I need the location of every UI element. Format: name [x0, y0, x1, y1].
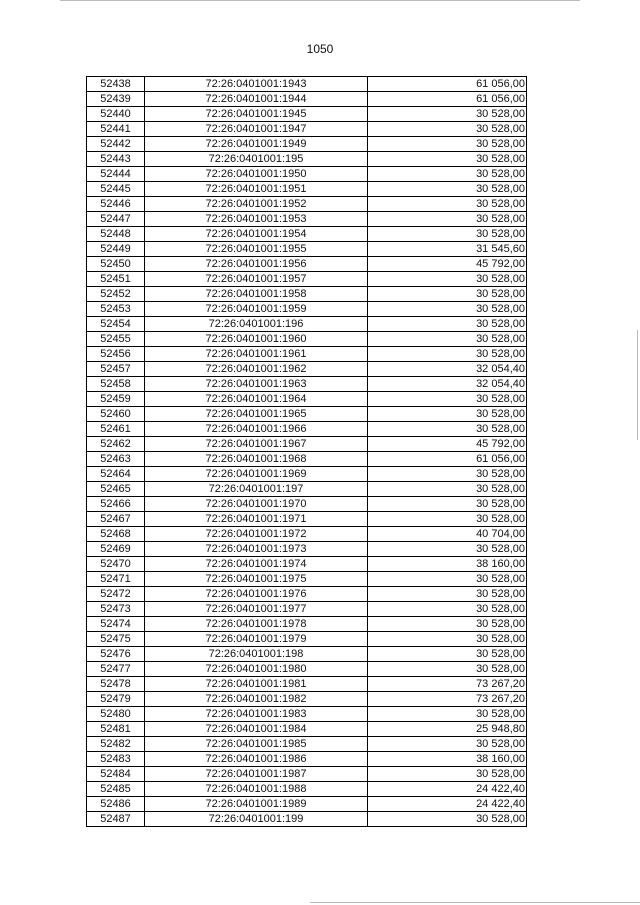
- table-row: [87, 392, 527, 407]
- amount-cell: 45 792,00: [368, 257, 527, 272]
- table-row: [87, 737, 527, 752]
- amount-cell: 45 792,00: [368, 437, 527, 452]
- cadastral-number-cell: 72:26:0401001:1971: [145, 512, 368, 527]
- table-row: [87, 227, 527, 242]
- row-number-cell: 52439: [87, 92, 145, 107]
- cadastral-number-cell: 72:26:0401001:1957: [145, 272, 368, 287]
- cadastral-number-cell: 72:26:0401001:1978: [145, 617, 368, 632]
- table-row: [87, 602, 527, 617]
- table-row: [87, 692, 527, 707]
- amount-cell: 24 422,40: [368, 797, 527, 812]
- row-number-cell: 52461: [87, 422, 145, 437]
- cadastral-number-cell: 72:26:0401001:1969: [145, 467, 368, 482]
- cadastral-number-cell: 72:26:0401001:195: [145, 152, 368, 167]
- table-row: [87, 512, 527, 527]
- amount-cell: 30 528,00: [368, 137, 527, 152]
- amount-cell: 30 528,00: [368, 632, 527, 647]
- amount-cell: 73 267,20: [368, 692, 527, 707]
- table-row: [87, 587, 527, 602]
- amount-cell: 30 528,00: [368, 317, 527, 332]
- amount-cell: 30 528,00: [368, 767, 527, 782]
- row-number-cell: 52487: [87, 812, 145, 827]
- cadastral-number-cell: 72:26:0401001:1970: [145, 497, 368, 512]
- amount-cell: 61 056,00: [368, 92, 527, 107]
- table-row: [87, 272, 527, 287]
- table-row: [87, 257, 527, 272]
- amount-cell: 30 528,00: [368, 587, 527, 602]
- registry-table: [86, 76, 527, 827]
- row-number-cell: 52459: [87, 392, 145, 407]
- row-number-cell: 52470: [87, 557, 145, 572]
- row-number-cell: 52442: [87, 137, 145, 152]
- row-number-cell: 52469: [87, 542, 145, 557]
- cadastral-number-cell: 72:26:0401001:1989: [145, 797, 368, 812]
- row-number-cell: 52476: [87, 647, 145, 662]
- table-row: [87, 332, 527, 347]
- table-row: [87, 317, 527, 332]
- cadastral-number-cell: 72:26:0401001:1984: [145, 722, 368, 737]
- amount-cell: 30 528,00: [368, 737, 527, 752]
- row-number-cell: 52460: [87, 407, 145, 422]
- row-number-cell: 52446: [87, 197, 145, 212]
- amount-cell: 30 528,00: [368, 512, 527, 527]
- row-number-cell: 52438: [87, 77, 145, 92]
- amount-cell: 30 528,00: [368, 467, 527, 482]
- table-row: [87, 287, 527, 302]
- amount-cell: 30 528,00: [368, 422, 527, 437]
- row-number-cell: 52451: [87, 272, 145, 287]
- cadastral-number-cell: 72:26:0401001:1975: [145, 572, 368, 587]
- scan-edge-top: [60, 0, 580, 1]
- cadastral-number-cell: 72:26:0401001:1987: [145, 767, 368, 782]
- row-number-cell: 52444: [87, 167, 145, 182]
- cadastral-number-cell: 72:26:0401001:1945: [145, 107, 368, 122]
- cadastral-number-cell: 72:26:0401001:1947: [145, 122, 368, 137]
- row-number-cell: 52457: [87, 362, 145, 377]
- amount-cell: 30 528,00: [368, 287, 527, 302]
- row-number-cell: 52441: [87, 122, 145, 137]
- cadastral-number-cell: 72:26:0401001:1988: [145, 782, 368, 797]
- table-row: [87, 572, 527, 587]
- amount-cell: 30 528,00: [368, 152, 527, 167]
- row-number-cell: 52475: [87, 632, 145, 647]
- row-number-cell: 52473: [87, 602, 145, 617]
- cadastral-number-cell: 72:26:0401001:1972: [145, 527, 368, 542]
- cadastral-number-cell: 72:26:0401001:1980: [145, 662, 368, 677]
- table-row: [87, 752, 527, 767]
- amount-cell: 30 528,00: [368, 482, 527, 497]
- row-number-cell: 52466: [87, 497, 145, 512]
- amount-cell: 30 528,00: [368, 647, 527, 662]
- amount-cell: 30 528,00: [368, 197, 527, 212]
- amount-cell: 30 528,00: [368, 347, 527, 362]
- table-row: [87, 677, 527, 692]
- amount-cell: 30 528,00: [368, 272, 527, 287]
- table-row: [87, 557, 527, 572]
- cadastral-number-cell: 72:26:0401001:1986: [145, 752, 368, 767]
- amount-cell: 32 054,40: [368, 362, 527, 377]
- table-row: [87, 167, 527, 182]
- cadastral-number-cell: 72:26:0401001:197: [145, 482, 368, 497]
- row-number-cell: 52443: [87, 152, 145, 167]
- row-number-cell: 52479: [87, 692, 145, 707]
- cadastral-number-cell: 72:26:0401001:1966: [145, 422, 368, 437]
- registry-table-body: [87, 77, 527, 827]
- cadastral-number-cell: 72:26:0401001:1964: [145, 392, 368, 407]
- cadastral-number-cell: 72:26:0401001:1979: [145, 632, 368, 647]
- table-row: [87, 782, 527, 797]
- cadastral-number-cell: 72:26:0401001:1950: [145, 167, 368, 182]
- table-row: [87, 122, 527, 137]
- cadastral-number-cell: 72:26:0401001:1954: [145, 227, 368, 242]
- cadastral-number-cell: 72:26:0401001:1968: [145, 452, 368, 467]
- row-number-cell: 52463: [87, 452, 145, 467]
- row-number-cell: 52447: [87, 212, 145, 227]
- row-number-cell: 52482: [87, 737, 145, 752]
- table-row: [87, 497, 527, 512]
- amount-cell: 32 054,40: [368, 377, 527, 392]
- table-row: [87, 347, 527, 362]
- row-number-cell: 52448: [87, 227, 145, 242]
- cadastral-number-cell: 72:26:0401001:1958: [145, 287, 368, 302]
- table-row: [87, 137, 527, 152]
- amount-cell: 30 528,00: [368, 497, 527, 512]
- table-row: [87, 242, 527, 257]
- table-row: [87, 107, 527, 122]
- amount-cell: 30 528,00: [368, 392, 527, 407]
- row-number-cell: 52480: [87, 707, 145, 722]
- row-number-cell: 52454: [87, 317, 145, 332]
- amount-cell: 30 528,00: [368, 707, 527, 722]
- amount-cell: 30 528,00: [368, 542, 527, 557]
- cadastral-number-cell: 72:26:0401001:1974: [145, 557, 368, 572]
- amount-cell: 30 528,00: [368, 812, 527, 827]
- row-number-cell: 52486: [87, 797, 145, 812]
- row-number-cell: 52464: [87, 467, 145, 482]
- table-row: [87, 197, 527, 212]
- row-number-cell: 52440: [87, 107, 145, 122]
- row-number-cell: 52471: [87, 572, 145, 587]
- amount-cell: 31 545,60: [368, 242, 527, 257]
- row-number-cell: 52453: [87, 302, 145, 317]
- amount-cell: 30 528,00: [368, 407, 527, 422]
- cadastral-number-cell: 72:26:0401001:1951: [145, 182, 368, 197]
- amount-cell: 30 528,00: [368, 662, 527, 677]
- amount-cell: 30 528,00: [368, 227, 527, 242]
- cadastral-number-cell: 72:26:0401001:198: [145, 647, 368, 662]
- amount-cell: 30 528,00: [368, 212, 527, 227]
- cadastral-number-cell: 72:26:0401001:1943: [145, 77, 368, 92]
- row-number-cell: 52468: [87, 527, 145, 542]
- amount-cell: 25 948,80: [368, 722, 527, 737]
- amount-cell: 24 422,40: [368, 782, 527, 797]
- amount-cell: 30 528,00: [368, 107, 527, 122]
- row-number-cell: 52467: [87, 512, 145, 527]
- cadastral-number-cell: 72:26:0401001:1962: [145, 362, 368, 377]
- row-number-cell: 52483: [87, 752, 145, 767]
- cadastral-number-cell: 72:26:0401001:1955: [145, 242, 368, 257]
- amount-cell: 30 528,00: [368, 572, 527, 587]
- scan-edge-right: [637, 330, 638, 440]
- cadastral-number-cell: 72:26:0401001:1985: [145, 737, 368, 752]
- cadastral-number-cell: 72:26:0401001:1953: [145, 212, 368, 227]
- amount-cell: 30 528,00: [368, 122, 527, 137]
- cadastral-number-cell: 72:26:0401001:1981: [145, 677, 368, 692]
- cadastral-number-cell: 72:26:0401001:1956: [145, 257, 368, 272]
- table-row: [87, 182, 527, 197]
- row-number-cell: 52462: [87, 437, 145, 452]
- scan-edge-bottom: [310, 902, 640, 903]
- amount-cell: 40 704,00: [368, 527, 527, 542]
- row-number-cell: 52450: [87, 257, 145, 272]
- table-row: [87, 77, 527, 92]
- cadastral-number-cell: 72:26:0401001:1967: [145, 437, 368, 452]
- cadastral-number-cell: 72:26:0401001:1965: [145, 407, 368, 422]
- table-row: [87, 452, 527, 467]
- row-number-cell: 52449: [87, 242, 145, 257]
- table-row: [87, 662, 527, 677]
- table-row: [87, 707, 527, 722]
- page-number: 1050: [306, 42, 334, 56]
- row-number-cell: 52477: [87, 662, 145, 677]
- amount-cell: 30 528,00: [368, 602, 527, 617]
- table-row: [87, 812, 527, 827]
- table-row: [87, 797, 527, 812]
- table-row: [87, 467, 527, 482]
- amount-cell: 38 160,00: [368, 557, 527, 572]
- amount-cell: 30 528,00: [368, 167, 527, 182]
- amount-cell: 61 056,00: [368, 452, 527, 467]
- amount-cell: 30 528,00: [368, 332, 527, 347]
- cadastral-number-cell: 72:26:0401001:1976: [145, 587, 368, 602]
- amount-cell: 73 267,20: [368, 677, 527, 692]
- row-number-cell: 52484: [87, 767, 145, 782]
- cadastral-number-cell: 72:26:0401001:1961: [145, 347, 368, 362]
- table-row: [87, 362, 527, 377]
- table-row: [87, 482, 527, 497]
- row-number-cell: 52472: [87, 587, 145, 602]
- table-row: [87, 632, 527, 647]
- table-row: [87, 722, 527, 737]
- row-number-cell: 52485: [87, 782, 145, 797]
- row-number-cell: 52455: [87, 332, 145, 347]
- row-number-cell: 52456: [87, 347, 145, 362]
- table-row: [87, 767, 527, 782]
- cadastral-number-cell: 72:26:0401001:1959: [145, 302, 368, 317]
- row-number-cell: 52465: [87, 482, 145, 497]
- cadastral-number-cell: 72:26:0401001:196: [145, 317, 368, 332]
- table-row: [87, 92, 527, 107]
- cadastral-number-cell: 72:26:0401001:1982: [145, 692, 368, 707]
- amount-cell: 30 528,00: [368, 182, 527, 197]
- cadastral-number-cell: 72:26:0401001:1977: [145, 602, 368, 617]
- table-row: [87, 542, 527, 557]
- table-row: [87, 437, 527, 452]
- cadastral-number-cell: 72:26:0401001:1960: [145, 332, 368, 347]
- amount-cell: 30 528,00: [368, 302, 527, 317]
- table-row: [87, 527, 527, 542]
- row-number-cell: 52445: [87, 182, 145, 197]
- cadastral-number-cell: 72:26:0401001:1949: [145, 137, 368, 152]
- amount-cell: 38 160,00: [368, 752, 527, 767]
- table-row: [87, 302, 527, 317]
- table-row: [87, 377, 527, 392]
- row-number-cell: 52478: [87, 677, 145, 692]
- table-row: [87, 152, 527, 167]
- cadastral-number-cell: 72:26:0401001:199: [145, 812, 368, 827]
- table-row: [87, 212, 527, 227]
- amount-cell: 30 528,00: [368, 617, 527, 632]
- row-number-cell: 52458: [87, 377, 145, 392]
- cadastral-number-cell: 72:26:0401001:1973: [145, 542, 368, 557]
- cadastral-number-cell: 72:26:0401001:1952: [145, 197, 368, 212]
- table-row: [87, 407, 527, 422]
- cadastral-number-cell: 72:26:0401001:1983: [145, 707, 368, 722]
- table-row: [87, 422, 527, 437]
- row-number-cell: 52481: [87, 722, 145, 737]
- cadastral-number-cell: 72:26:0401001:1963: [145, 377, 368, 392]
- table-row: [87, 647, 527, 662]
- amount-cell: 61 056,00: [368, 77, 527, 92]
- cadastral-number-cell: 72:26:0401001:1944: [145, 92, 368, 107]
- row-number-cell: 52474: [87, 617, 145, 632]
- table-row: [87, 617, 527, 632]
- row-number-cell: 52452: [87, 287, 145, 302]
